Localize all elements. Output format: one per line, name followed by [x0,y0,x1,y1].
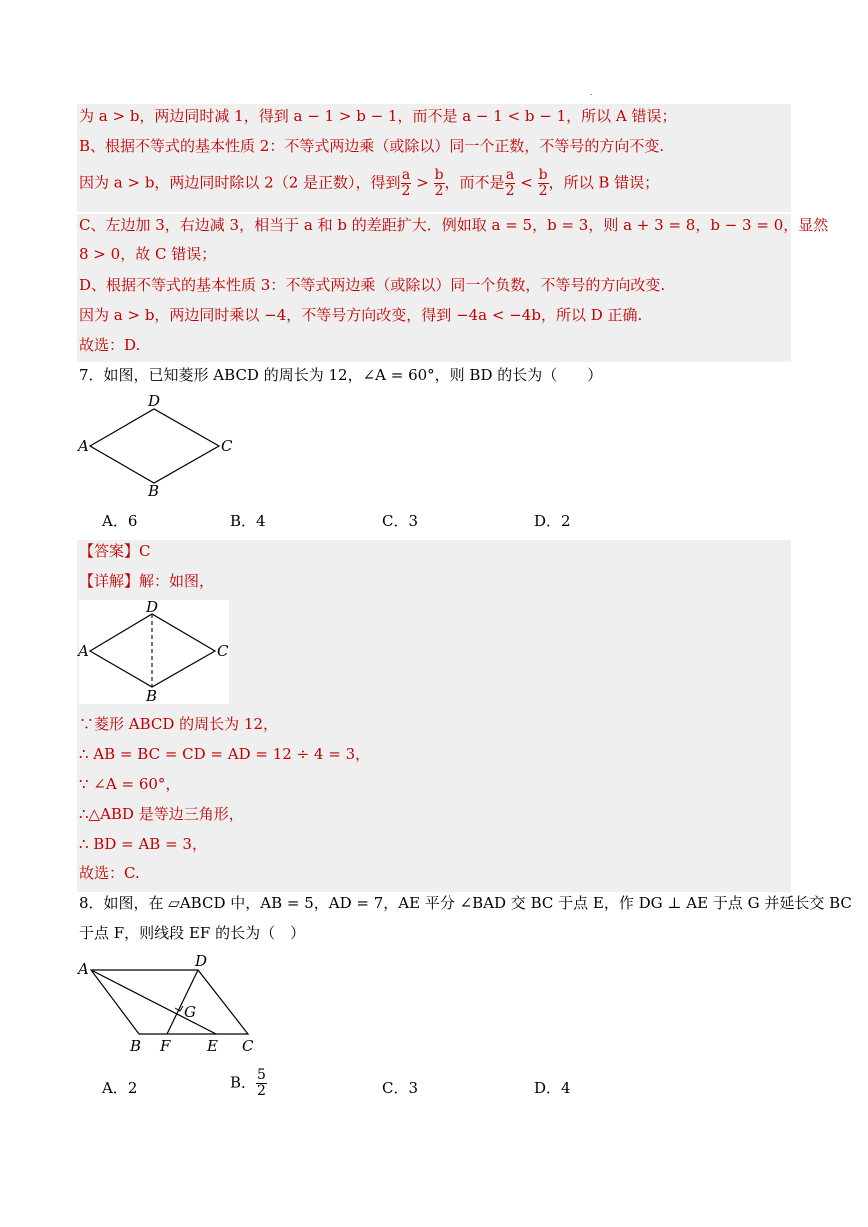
label-d: D [146,598,159,616]
q6-solution-line-5: 8 > 0，故 C 错误； [79,245,217,263]
q6-solution-line-1: 为 a > b，两边同时减 1，得到 a − 1 > b − 1，而不是 a − 1 < b − 1，所以 A 错误； [79,107,677,125]
label-c: C [217,642,229,660]
q7-step-4: ∴△ABD 是等边三角形， [79,805,244,823]
q7-step-3: ∵ ∠A = 60°， [79,775,181,793]
header-mark: . [590,88,593,97]
fraction-b-over-2: $\frac{b}{2}$ [434,167,444,199]
label-d: D [148,392,161,410]
q7-option-d: D．2 [534,512,571,530]
q8-stem-line-2: 于点 F，则线段 EF 的长为（ ） [79,924,306,942]
q6-solution-line-4: C、左边加 3，右边减 3，相当于 a 和 b 的差距扩大．例如取 a = 5，b = 3，则 a + 3 = 8，b − 3 = 0，显然 [79,216,829,234]
q8-stem-line-1: 8．如图，在 ▱ABCD 中，AB = 5，AD = 7，AE 平分 ∠BAD 交 BC 于点 E，作 DG ⊥ AE 于点 G 并延长交 BC [79,894,852,912]
label-b: B [146,687,158,705]
q8-option-c: C．3 [382,1079,419,1097]
q7-step-2: ∴ AB = BC = CD = AD = 12 ÷ 4 = 3， [79,745,371,763]
label-d: D [195,952,208,970]
segment-df [167,970,198,1034]
label-c: C [221,437,233,455]
segment-ae [91,970,216,1034]
q7-step-6: 故选：C. [79,864,140,882]
rhombus-shape [90,409,219,483]
fraction-a-over-2: $\frac{a}{2}$ [505,167,515,199]
q8-parallelogram-figure [77,950,267,1060]
q7-stem: 7．如图，已知菱形 ABCD 的周长为 12，∠A = 60°，则 BD 的长为（ ） [79,366,603,384]
q6-solution-line-6: D、根据不等式的基本性质 3：不等式两边乘（或除以）同一个负数，不等号的方向改变. [79,276,666,294]
fraction-b-over-2: $\frac{b}{2}$ [538,167,548,199]
q6-solution-line-2: B、根据不等式的基本性质 2：不等式两边乘（或除以）同一个正数，不等号的方向不变. [79,137,665,155]
q7-option-c: C．3 [382,512,419,530]
q7-option-b: B．4 [230,512,266,530]
q8-option-b: B． $\frac{5}{2}$ [230,1067,266,1099]
q8-option-d: D．4 [534,1079,571,1097]
label-a: A [78,642,89,660]
label-c: C [242,1037,254,1055]
q7-step-1: ∵菱形 ABCD 的周长为 12， [79,715,279,733]
label-e: E [207,1037,218,1055]
label-a: A [78,437,89,455]
label-a: A [78,960,89,978]
q7-step-5: ∴ BD = AB = 3， [79,835,207,853]
q7-answer: 【答案】C [79,542,151,560]
label-f: F [160,1037,171,1055]
fraction-5-over-2: $\frac{5}{2}$ [257,1067,266,1099]
q6-solution-line-3: 因为 a > b，两边同时除以 2（2 是正数），得到 $\frac{a}{2}$ > $\frac{b}{2}$ ，而不是 $\frac{a}{2}$ < $\frac{b}{2}$ ，所以 B 错误； [79,167,660,199]
label-g: G [184,1003,196,1021]
q6-solution-line-7: 因为 a > b，两边同时乘以 −4，不等号方向改变，得到 −4a < −4b，所以 D 正确. [79,306,643,324]
q7-detail-heading: 【详解】解：如图， [79,572,215,590]
q7-option-a: A．6 [102,512,138,530]
parallelogram-shape [91,970,248,1034]
q8-option-a: A．2 [102,1079,138,1097]
q6-solution-line-8: 故选：D. [79,336,141,354]
q7-solution-figure [77,598,237,706]
label-b: B [130,1037,142,1055]
label-b: B [148,482,160,500]
q7-rhombus-figure [77,390,247,502]
fraction-a-over-2: $\frac{a}{2}$ [401,167,411,199]
